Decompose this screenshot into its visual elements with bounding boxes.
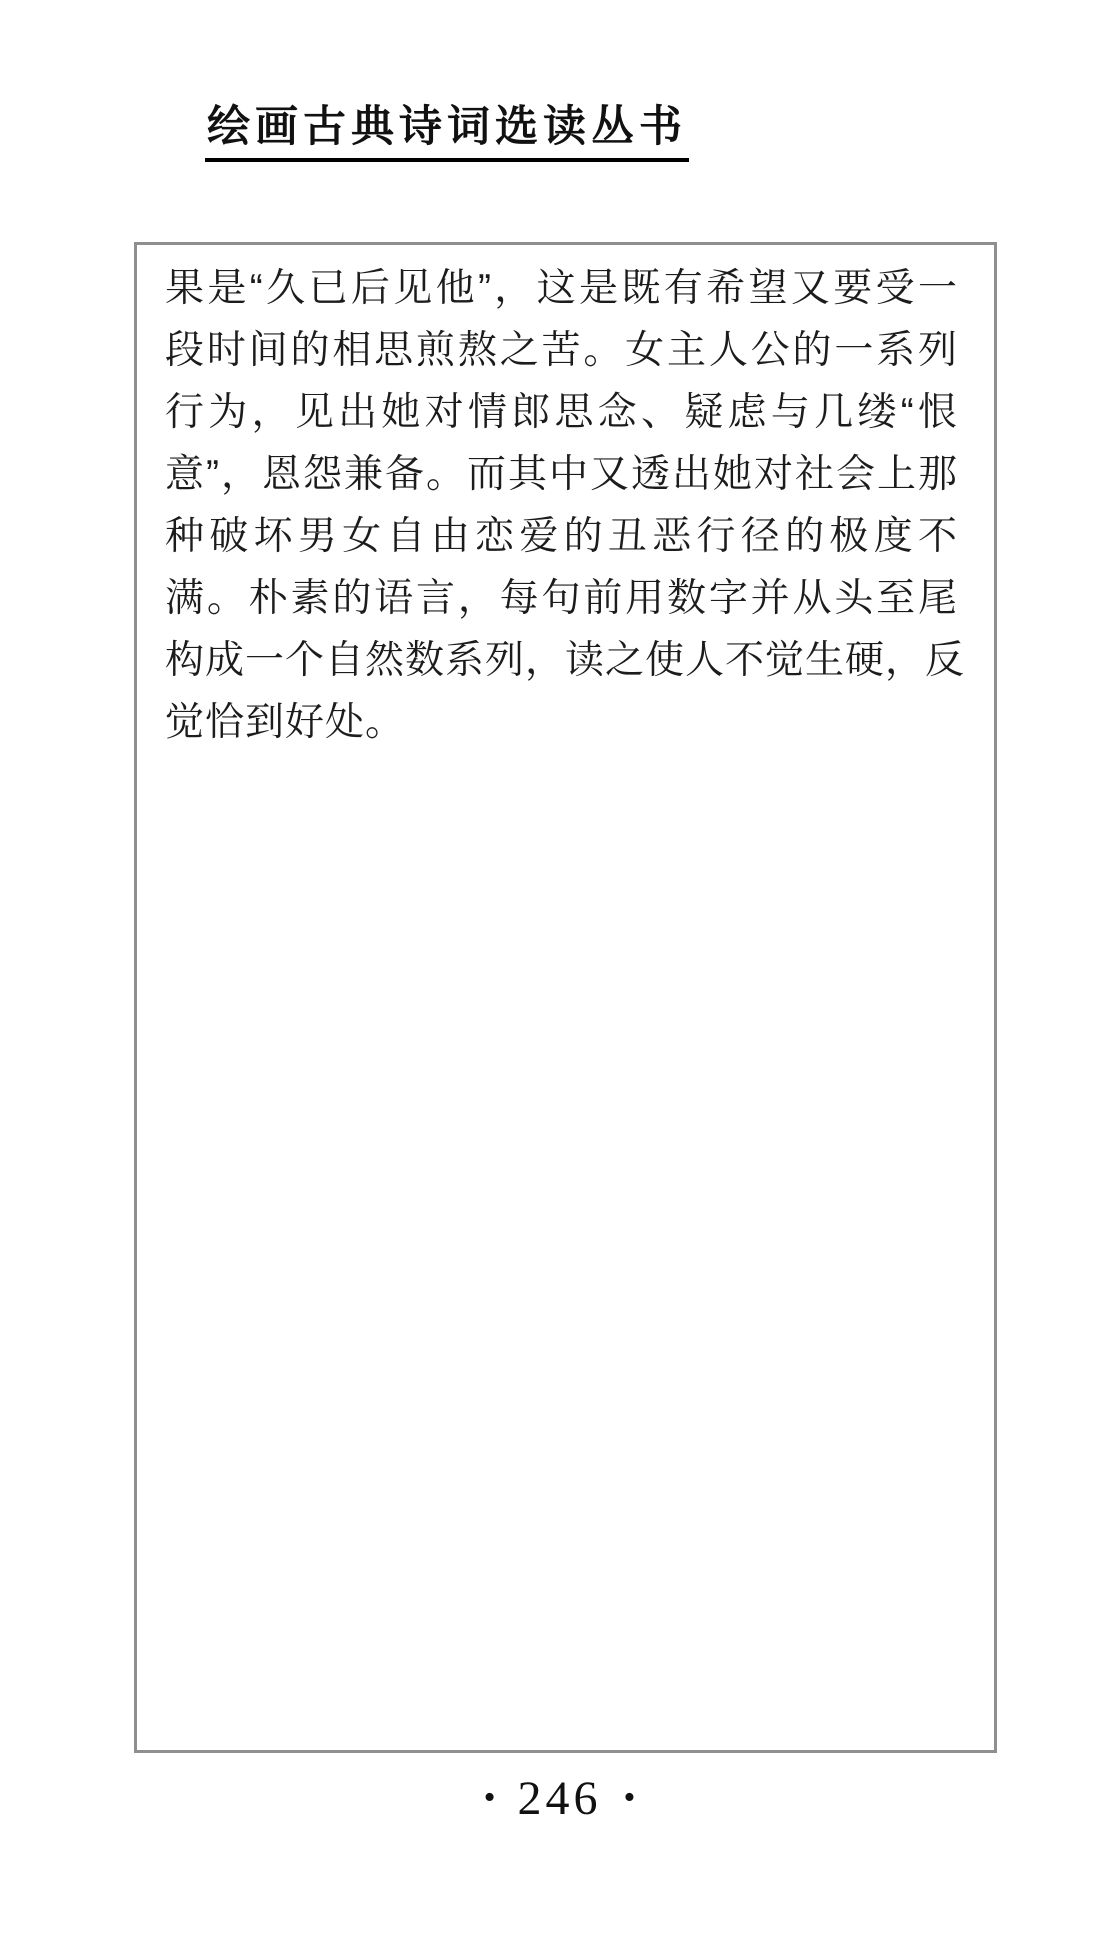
text-line: 果是“久已后见他”，这是既有希望又要受一 xyxy=(165,267,958,310)
footer-left-bullet: • xyxy=(483,1779,496,1816)
footer-right-bullet: • xyxy=(623,1779,636,1816)
page-footer xyxy=(0,1772,1119,1825)
series-title: 绘画古典诗词选读丛书 xyxy=(205,104,689,162)
text-line: 段时间的相思煎熬之苦。女主人公的一系列 xyxy=(165,329,958,372)
text-line: 种破坏男女自由恋爱的丑恶行径的极度不 xyxy=(165,515,958,558)
page-number: 246 xyxy=(517,1772,602,1825)
text-line: 觉恰到好处。 xyxy=(165,701,406,744)
text-line: 满。朴素的语言，每句前用数字并从头至尾 xyxy=(165,577,958,620)
text-line: 构成一个自然数系列，读之使人不觉生硬，反 xyxy=(165,639,966,682)
text-line: 意”，恩怨兼备。而其中又透出她对社会上那 xyxy=(165,453,958,496)
text-line: 行为，见出她对情郎思念、疑虑与几缕“恨 xyxy=(165,391,958,434)
content-panel xyxy=(134,242,997,1753)
